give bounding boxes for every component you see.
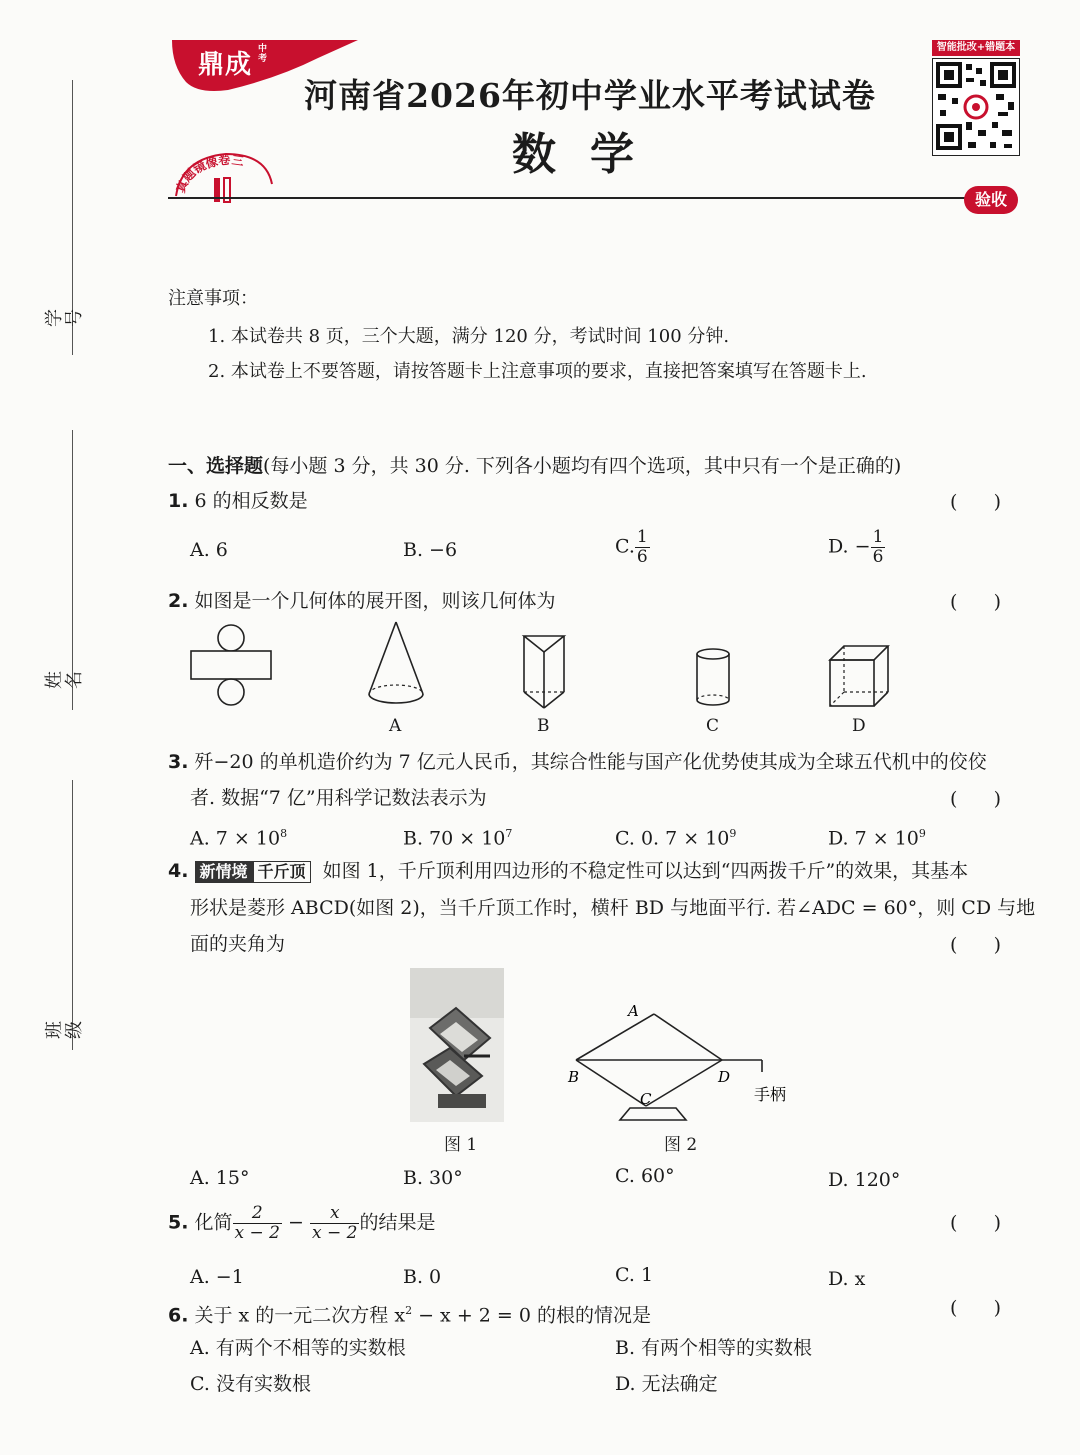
q2-text: 如图是一个几何体的展开图，则该几何体为	[194, 590, 556, 612]
q5-minus: −	[288, 1211, 304, 1234]
q3-stem-line1	[168, 750, 987, 774]
q1-d-prefix: D. −	[828, 535, 871, 558]
q1-text: 6 的相反数是	[194, 490, 308, 512]
q4-point-d: D	[718, 1068, 731, 1086]
q1-c-fraction: $\frac{1}{6}$	[636, 527, 648, 567]
q4-tag-jack: 千斤顶	[253, 861, 311, 883]
q5-prefix: 化简	[194, 1211, 233, 1234]
q2-prism-option-b[interactable]	[520, 632, 568, 712]
q5-stem	[168, 1204, 435, 1243]
stamp-text: 真题镜像卷三	[173, 152, 245, 195]
q4-option-c[interactable]: C. 60°	[615, 1165, 675, 1187]
q3-option-b[interactable]: B. $70 \times 10^7$	[403, 827, 513, 850]
q4-handle-label: 手柄	[754, 1085, 787, 1104]
subject-title: 数学	[512, 129, 668, 180]
q1-option-c[interactable]	[615, 528, 650, 567]
q6-stem	[168, 1299, 651, 1327]
q5-number: 5.	[168, 1211, 189, 1234]
q4-tag-new-context: 新情境	[195, 861, 253, 883]
q5-option-c[interactable]: C. 1	[615, 1264, 654, 1286]
q1-answer-bracket[interactable]: ( )	[950, 491, 1002, 513]
page-title: 河南省2026年初中学业水平考试试卷	[304, 76, 876, 115]
note-item-1: 1. 本试卷共 8 页，三个大题，满分 120 分，考试时间 100 分钟.	[208, 326, 730, 347]
q3-option-d[interactable]: D. $7 \times 10^9$	[828, 827, 926, 850]
q1-d-fraction: $\frac{1}{6}$	[872, 527, 884, 567]
q2-label-d: D	[852, 716, 866, 736]
q3-option-c[interactable]: C. 0. $7 \times 10^9$	[615, 827, 737, 850]
stamp-arc	[168, 138, 280, 210]
q1-stem	[168, 489, 308, 513]
q1-c-prefix: C.	[615, 535, 635, 558]
q4-point-b: B	[568, 1068, 580, 1086]
qr-label: 智能批改+错题本	[932, 40, 1020, 56]
q3-stem-line2: 者. 数据“7 亿”用科学记数法表示为	[190, 787, 487, 809]
section-title: 一、选择题	[168, 455, 264, 477]
q4-fig1-caption: 图 1	[444, 1135, 478, 1155]
q1-option-b[interactable]: B. −6	[403, 539, 458, 561]
q6-number: 6.	[168, 1304, 189, 1327]
q4-answer-bracket[interactable]: ( )	[950, 934, 1002, 956]
qr-code-icon[interactable]	[932, 58, 1020, 156]
q4-fig2-caption: 图 2	[664, 1135, 698, 1155]
section-desc: (每小题 3 分，共 30 分. 下列各小题均有四个选项，其中只有一个是正确的)	[263, 455, 902, 477]
q2-cube-option-d[interactable]	[826, 642, 892, 710]
q5-suffix: 的结果是	[359, 1211, 436, 1234]
q5-answer-bracket[interactable]: ( )	[950, 1212, 1002, 1234]
student-id-label: 学号	[44, 309, 85, 327]
name-label: 姓名	[44, 671, 85, 689]
section-heading	[168, 454, 901, 478]
q2-label-b: B	[537, 716, 550, 736]
q4-option-b[interactable]: B. 30°	[403, 1167, 463, 1189]
q4-point-a: A	[628, 1002, 639, 1020]
q6-option-c[interactable]: C. 没有实数根	[190, 1373, 311, 1395]
q3-option-a[interactable]: A. $7 \times 10^8$	[190, 827, 288, 850]
q5-option-d[interactable]: D. x	[828, 1268, 866, 1290]
q3-number: 3.	[168, 751, 189, 773]
q4-text-1: 如图 1，千斤顶利用四边形的不稳定性可以达到“四两拨千斤”的效果，其基本	[322, 860, 969, 882]
q4-number: 4.	[168, 860, 189, 882]
q5-option-b[interactable]: B. 0	[403, 1266, 442, 1288]
q4-option-a[interactable]: A. 15°	[190, 1167, 250, 1189]
q2-number: 2.	[168, 590, 189, 612]
q4-stem-line2: 形状是菱形 ABCD(如图 2)，当千斤顶工作时，横杆 BD 与地面平行. 若∠ADC = 60°，则 CD 与地	[190, 897, 1036, 919]
q6-text-pre: 关于 x 的一元二次方程 x	[194, 1304, 406, 1327]
q2-label-a: A	[389, 716, 402, 736]
q6-answer-bracket[interactable]: ( )	[950, 1297, 1002, 1319]
q6-exponent: 2	[405, 1304, 413, 1317]
header-rule	[168, 197, 968, 199]
q5-fraction-2: $\frac{x}{x - 2}$	[312, 1203, 358, 1243]
q4-stem-line3: 面的夹角为	[190, 933, 286, 955]
q2-net-figure	[188, 622, 274, 710]
q1-option-d[interactable]	[828, 528, 885, 567]
q1-number: 1.	[168, 490, 189, 512]
q3-answer-bracket[interactable]: ( )	[950, 788, 1002, 810]
note-item-2: 2. 本试卷上不要答题，请按答题卡上注意事项的要求，直接把答案填写在答题卡上.	[208, 361, 867, 382]
q2-label-c: C	[706, 716, 720, 736]
q3-text-1: 歼−20 的单机造价约为 7 亿元人民币，其综合性能与国产化优势使其成为全球五代机中的佼佼	[194, 751, 987, 773]
class-label: 班级	[44, 1021, 85, 1039]
q2-answer-bracket[interactable]: ( )	[950, 591, 1002, 613]
notes-heading: 注意事项：	[168, 288, 258, 309]
q1-option-a[interactable]: A. 6	[190, 539, 228, 561]
q6-text-post: − x + 2 = 0 的根的情况是	[412, 1304, 651, 1327]
q4-point-c: C	[640, 1090, 652, 1108]
q6-option-d[interactable]: D. 无法确定	[615, 1373, 718, 1395]
accept-badge: 验收	[964, 186, 1018, 214]
q6-option-b[interactable]: B. 有两个相等的实数根	[615, 1337, 813, 1359]
q2-cylinder-option-c[interactable]	[693, 646, 733, 710]
q5-fraction-1: $\frac{2}{x - 2}$	[234, 1203, 280, 1243]
q4-stem-line1	[168, 859, 968, 883]
q4-jack-photo	[410, 968, 504, 1122]
svg-text:真题镜像卷三	[172, 152, 244, 195]
q2-cone-option-a[interactable]	[365, 618, 427, 710]
sidebar-rule-3	[72, 780, 73, 1050]
q4-option-d[interactable]: D. 120°	[828, 1169, 901, 1191]
q4-rhombus-diagram	[560, 996, 800, 1126]
brand-sub: 中考	[258, 44, 268, 64]
brand-logo: 鼎成	[198, 50, 253, 80]
q5-option-a[interactable]: A. −1	[190, 1266, 244, 1288]
q2-stem	[168, 589, 556, 613]
q6-option-a[interactable]: A. 有两个不相等的实数根	[190, 1337, 406, 1359]
